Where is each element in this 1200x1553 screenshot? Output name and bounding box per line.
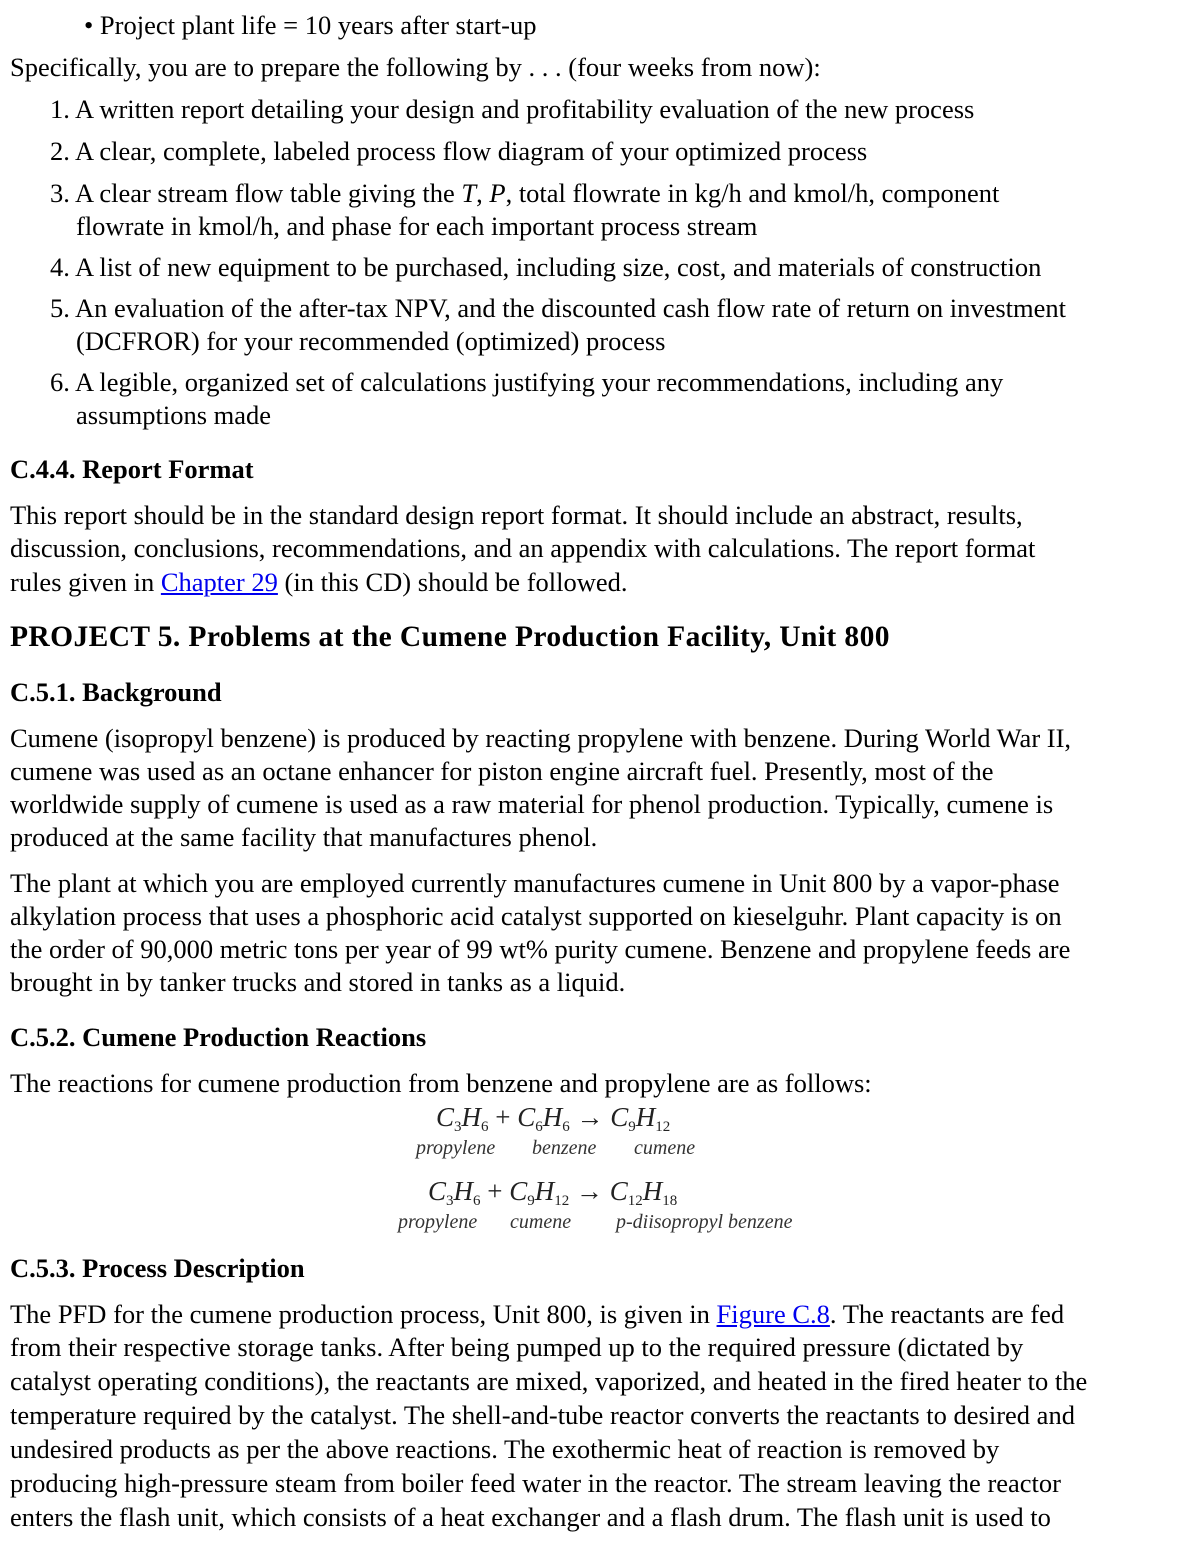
reaction-equation-2 <box>428 1176 678 1209</box>
label-cumene-1: cumene <box>634 1137 696 1159</box>
report-format-line-2: discussion, conclusions, recommendations, and an appendix with calculations. The report format <box>10 533 1036 563</box>
product-diisopropyl-benzene: $C_{12}H_{18}$ <box>609 1176 678 1209</box>
deliverable-3-text: 3. A clear stream flow table giving the <box>50 178 462 208</box>
deliverable-1: 1. A written report detailing your design and profitability evaluation of the new process <box>50 94 975 124</box>
process-line-4: temperature required by the catalyst. The shell-and-tube reactor converts the reactants to desired and <box>10 1400 1075 1430</box>
project-5-title: PROJECT 5. Problems at the Cumene Production Facility, Unit 800 <box>10 621 890 653</box>
deliverables-intro: Specifically, you are to prepare the following by . . . (four weeks from now): <box>10 52 821 82</box>
product-cumene: $C_9H_{12}$ <box>610 1102 671 1135</box>
reaction-equation-1 <box>436 1102 671 1135</box>
deliverable-4: 4. A list of new equipment to be purchased, including size, cost, and materials of construction <box>50 252 1042 282</box>
process-line-2: from their respective storage tanks. After being pumped up to the required pressure (dictated by <box>10 1332 1024 1362</box>
pressure-symbol: P <box>489 178 506 208</box>
label-propylene-1: propylene <box>416 1137 496 1159</box>
label-cumene-2: cumene <box>510 1211 572 1233</box>
process-line-3: catalyst operating conditions), the reactants are mixed, vaporized, and heated in the fired heater to the <box>10 1366 1088 1396</box>
temperature-symbol: T <box>461 178 477 208</box>
process-line-6: producing high-pressure steam from boiler feed water in the reactor. The stream leaving the reactor <box>10 1468 1061 1498</box>
report-format-heading: C.4.4. Report Format <box>10 454 254 484</box>
process-line-5: undesired products as per the above reactions. The exothermic heat of reaction is removed by <box>10 1434 1000 1464</box>
reactions-heading: C.5.2. Cumene Production Reactions <box>10 1022 427 1052</box>
background-line-6: alkylation process that uses a phosphoric acid catalyst supported on kieselguhr. Plant capacity is on <box>10 901 1062 931</box>
background-line-1: Cumene (isopropyl benzene) is produced by reacting propylene with benzene. During World War II, <box>10 723 1072 753</box>
chapter-29-link[interactable]: Chapter 29 <box>160 567 278 597</box>
deliverable-3-separator: , <box>476 178 490 208</box>
label-benzene: benzene <box>532 1137 597 1159</box>
report-format-line-1: This report should be in the standard design report format. It should include an abstract, results, <box>10 500 1023 530</box>
background-line-5: The plant at which you are employed currently manufactures cumene in Unit 800 by a vapor-phase <box>10 868 1060 898</box>
background-line-3: worldwide supply of cumene is used as a raw material for phenol production. Typically, cumene is <box>10 789 1054 819</box>
reactant-benzene: $C_6H_6$ <box>517 1102 570 1135</box>
background-heading: C.5.1. Background <box>10 677 222 707</box>
deliverable-3-line-2: flowrate in kmol/h, and phase for each important process stream <box>76 211 758 241</box>
process-text: The PFD for the cumene production process, Unit 800, is given in <box>10 1299 717 1329</box>
reactant-cumene: $C_9H_{12}$ <box>509 1176 570 1209</box>
reactant-propylene-2: $C_3H_6$ <box>428 1176 481 1209</box>
process-line-1 <box>10 1297 1064 1331</box>
reactions-intro: The reactions for cumene production from benzene and propylene are as follows: <box>10 1068 872 1098</box>
reaction-arrow: → <box>569 1102 611 1132</box>
process-line-7: enters the flash unit, which consists of a heat exchanger and a flash drum. The flash unit is used to <box>10 1502 1051 1532</box>
background-line-2: cumene was used as an octane enhancer for piston engine aircraft fuel. Presently, most of the <box>10 756 994 786</box>
plus-sign-2: + <box>480 1176 510 1206</box>
deliverable-3-line-1 <box>50 176 999 210</box>
label-diisopropyl-benzene: p-diisopropyl benzene <box>616 1211 793 1233</box>
bullet-plant-life: • Project plant life = 10 years after start-up <box>84 10 537 40</box>
deliverable-5-line-2: (DCFROR) for your recommended (optimized) process <box>76 326 666 356</box>
figure-c8-link[interactable]: Figure C.8 <box>716 1299 830 1329</box>
background-line-8: brought in by tanker trucks and stored in tanks as a liquid. <box>10 967 626 997</box>
report-format-text: rules given in <box>10 567 161 597</box>
deliverable-3-text-end: , total flowrate in kg/h and kmol/h, component <box>505 178 1000 208</box>
plus-sign: + <box>488 1102 518 1132</box>
deliverable-6-line-1: 6. A legible, organized set of calculations justifying your recommendations, including any <box>50 367 1004 397</box>
reactant-propylene: $C_3H_6$ <box>436 1102 489 1135</box>
reaction-arrow-2: → <box>569 1176 610 1206</box>
deliverable-6-line-2: assumptions made <box>76 400 272 430</box>
process-text-end: . The reactants are fed <box>829 1299 1065 1329</box>
label-propylene-2: propylene <box>398 1211 478 1233</box>
report-format-text-end: (in this CD) should be followed. <box>277 567 628 597</box>
process-description-heading: C.5.3. Process Description <box>10 1253 305 1283</box>
background-line-7: the order of 90,000 metric tons per year of 99 wt% purity cumene. Benzene and propylene feeds are <box>10 934 1071 964</box>
deliverable-5-line-1: 5. An evaluation of the after-tax NPV, and the discounted cash flow rate of return on investment <box>50 293 1067 323</box>
report-format-line-3 <box>10 565 628 599</box>
deliverable-2: 2. A clear, complete, labeled process flow diagram of your optimized process <box>50 136 868 166</box>
background-line-4: produced at the same facility that manufactures phenol. <box>10 822 598 852</box>
